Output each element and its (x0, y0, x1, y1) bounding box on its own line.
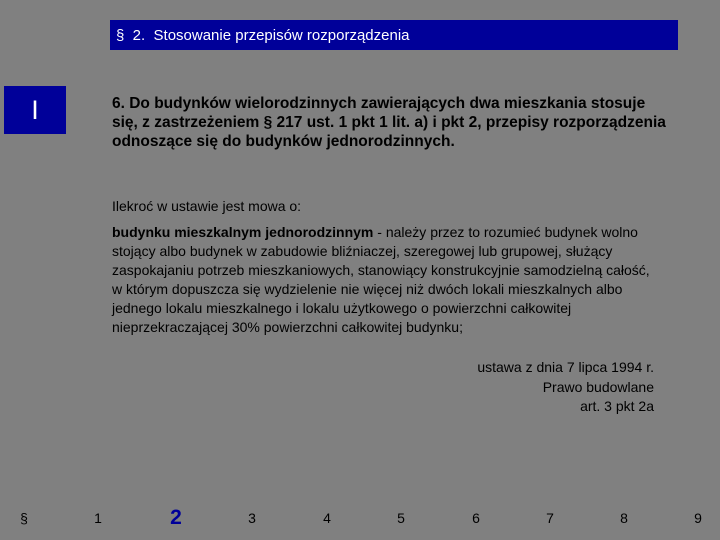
source-citation (477, 358, 654, 417)
page-navigation (0, 502, 720, 534)
source-line-2: Prawo budowlane (542, 378, 654, 395)
definition-text: - należy przez to rozumieć budynek wolno stojący albo budynek w zabudowie bliźniaczej, szeregowej lub grupowej, służący zaspokajaniu potrzeb mieszkaniowych, stanowiący konstrukcyjnie samodzielną całość, w którym dopuszcza się wydzielenie nie więcej niż dwóch lokali mieszkalnych albo jednego lokalu mieszkalnego i lokalu użytkowego o powierzchni całkowitej nieprzekraczającej 30% powierzchni całkowitej budynku; (112, 224, 650, 335)
nav-item-3[interactable]: 3 (248, 510, 256, 526)
nav-item-1[interactable]: 1 (94, 510, 102, 526)
nav-item-4[interactable]: 4 (323, 510, 331, 526)
nav-item-8[interactable]: 8 (620, 510, 628, 526)
nav-item-9[interactable]: 9 (694, 510, 702, 526)
section-title-bar (110, 20, 678, 50)
definition-block (112, 223, 662, 337)
nav-item-5[interactable]: 5 (397, 510, 405, 526)
nav-item-section[interactable]: § (20, 510, 28, 526)
source-line-3: art. 3 pkt 2a (580, 398, 654, 414)
source-line-1: ustawa z dnia 7 lipca 1994 r. (477, 359, 654, 375)
definition-intro: Ilekroć w ustawie jest mowa o: (112, 198, 302, 214)
chapter-marker-label: I (31, 94, 39, 125)
definition-term: budynku mieszkalnym jednorodzinnym (112, 224, 374, 240)
section-title: § 2. Stosowanie przepisów rozporządzenia (116, 26, 410, 44)
nav-item-2-current[interactable]: 2 (170, 506, 182, 529)
regulation-paragraph: 6. Do budynków wielorodzinnych zawierających dwa mieszkania stosuje się, z zastrzeżeniem § 217 ust. 1 pkt 1 lit. a) i pkt 2, przepisy rozporządzenia odnoszące się do budynków jednorodzinnych. (112, 95, 666, 150)
nav-item-6[interactable]: 6 (472, 510, 480, 526)
chapter-marker (4, 86, 66, 134)
nav-item-7[interactable]: 7 (546, 510, 554, 526)
